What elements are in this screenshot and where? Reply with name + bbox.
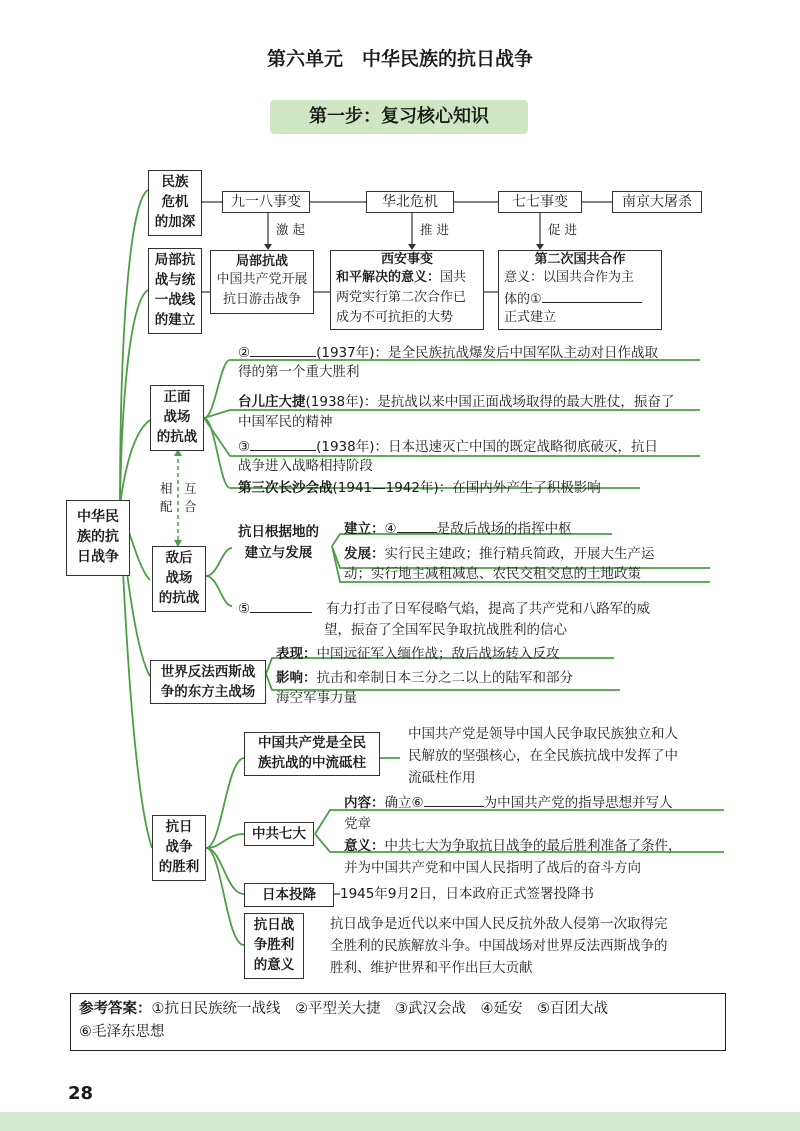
seventh-meaning-line1: 意义：中共七大为争取抗日战争的最后胜利准备了条件， bbox=[344, 838, 682, 854]
answer-line1: 参考答案：①抗日民族统一战线 ②平型关大捷 ③武汉会战 ④延安 ⑤百团大战 bbox=[79, 1001, 608, 1017]
cooperation-line3: 正式建立 bbox=[504, 310, 557, 325]
world-impact-line2: 海空军事力量 bbox=[276, 690, 357, 706]
event-918: 九一八事变 bbox=[231, 194, 301, 210]
cooperation-line2: 体的① bbox=[504, 288, 642, 310]
front-label: 正面 战场 的抗战 bbox=[156, 389, 198, 445]
front-item1-line2: 得的第一个重大胜利 bbox=[238, 364, 360, 380]
arrow-label-3: 促 进 bbox=[548, 222, 577, 237]
event-nanjing: 南京大屠杀 bbox=[622, 194, 692, 210]
cooperation-line1: 意义：以国共合作为主 bbox=[504, 270, 635, 285]
unit-title: 第六单元 中华民族的抗日战争 bbox=[266, 48, 533, 70]
battle5-line1: ⑤ 有力打击了日军侵略气焰，提高了共产党和八路军的威 bbox=[238, 598, 650, 619]
base-dev-line1: 发展：实行民主建政；推行精兵简政，开展大生产运 bbox=[344, 546, 655, 562]
cpc-text3: 流砥柱作用 bbox=[408, 770, 476, 786]
front-item2-line1: 台儿庄大捷(1938年)：是抗战以来中国正面战场取得的最大胜仗，振奋了 bbox=[238, 394, 675, 410]
significance-text2: 全胜利的民族解放斗争。中国战场对世界反法西斯战争的 bbox=[330, 938, 668, 954]
answer-box bbox=[70, 993, 726, 1051]
crisis-label: 民族 危机 的加深 bbox=[154, 174, 196, 230]
answer-line2: ⑥毛泽东思想 bbox=[79, 1024, 165, 1040]
arrow-label-2: 推 进 bbox=[420, 222, 449, 237]
front-item4: 第三次长沙会战(1941—1942年)：在国内外产生了积极影响 bbox=[238, 480, 601, 496]
seventh-content-line2: 党章 bbox=[344, 816, 371, 832]
cpc-text1: 中国共产党是领导中国人民争取民族独立和人 bbox=[408, 726, 678, 742]
xian-incident-title: 西安事变 bbox=[380, 252, 433, 267]
mutual-left: 相 配 bbox=[160, 481, 173, 514]
local-war-text: 中国共产党开展 抗日游击战争 bbox=[216, 272, 308, 307]
rear-label: 敌后 战场 的抗战 bbox=[158, 550, 200, 606]
xian-meaning-label: 和平解决的意义： bbox=[336, 270, 441, 285]
xian-meaning-text: 国共 两党实行第二次合作已 成为不可抗拒的大势 bbox=[336, 270, 467, 325]
surrender-text: 1945年9月2日，日本政府正式签署投降书 bbox=[340, 886, 595, 902]
significance-text1: 抗日战争是近代以来中国人民反抗外敌人侵第一次取得完 bbox=[330, 916, 668, 932]
world-label: 世界反法西斯战 争的东方主战场 bbox=[160, 664, 256, 700]
base-dev-line2: 动；实行地主减租减息、农民交租交息的土地政策 bbox=[344, 566, 641, 582]
battle5-line2: 望，振奋了全国军民争取抗战胜利的信心 bbox=[324, 622, 567, 638]
significance-text3: 胜利、维护世界和平作出巨大贡献 bbox=[330, 960, 533, 976]
page-number: 28 bbox=[68, 1083, 94, 1104]
event-north-china: 华北危机 bbox=[382, 194, 438, 210]
base-build: 建立：④ 是敌后战场的指挥中枢 bbox=[344, 518, 572, 539]
mutual-right: 互 合 bbox=[184, 481, 197, 514]
cooperation-title: 第二次国共合作 bbox=[534, 252, 626, 267]
surrender-title: 日本投降 bbox=[262, 887, 316, 903]
seventh-content-line1: 内容：确立⑥ 为中国共产党的指导思想并写人 bbox=[344, 792, 673, 813]
cpc-text2: 民解放的坚强核心，在全民族抗战中发挥了中 bbox=[408, 748, 678, 764]
seventh-meaning-line2: 并为中国共产党和中国人民指明了战后的奋斗方向 bbox=[344, 860, 641, 876]
victory-label: 抗日 战争 的胜利 bbox=[158, 819, 200, 875]
arrow-label-1: 激 起 bbox=[276, 222, 305, 237]
front-item2-line2: 中国军民的精神 bbox=[238, 414, 333, 430]
world-show: 表现：中国远征军入缅作战；敌后战场转入反攻 bbox=[276, 646, 560, 662]
significance-title: 抗日战 争胜利 的意义 bbox=[253, 917, 295, 973]
seventh-congress-title: 中共七大 bbox=[252, 826, 306, 842]
united-front-label: 局部抗 战与统 一战线 的建立 bbox=[154, 252, 196, 328]
step-banner: 第一步：复习核心知识 bbox=[270, 100, 528, 134]
center-topic: 中华民 族的抗 日战争 bbox=[77, 509, 119, 565]
event-77: 七七事变 bbox=[512, 194, 568, 210]
front-item3-line2: 战争进入战略相持阶段 bbox=[238, 458, 373, 474]
cpc-title: 中国共产党是全民 族抗战的中流砥柱 bbox=[258, 735, 366, 771]
world-impact-line1: 影响：抗击和牵制日本三分之二以上的陆军和部分 bbox=[276, 670, 573, 686]
local-war-title: 局部抗战 bbox=[235, 254, 288, 269]
base-title: 抗日根据地的 建立与发展 bbox=[238, 524, 319, 561]
front-item3-line1: ③ (1938年)：日本迅速灭亡中国的既定战略彻底破灭，抗日 bbox=[238, 436, 658, 457]
front-item1-line1: ② (1937年)：是全民族抗战爆发后中国军队主动对日作战取 bbox=[238, 342, 658, 363]
